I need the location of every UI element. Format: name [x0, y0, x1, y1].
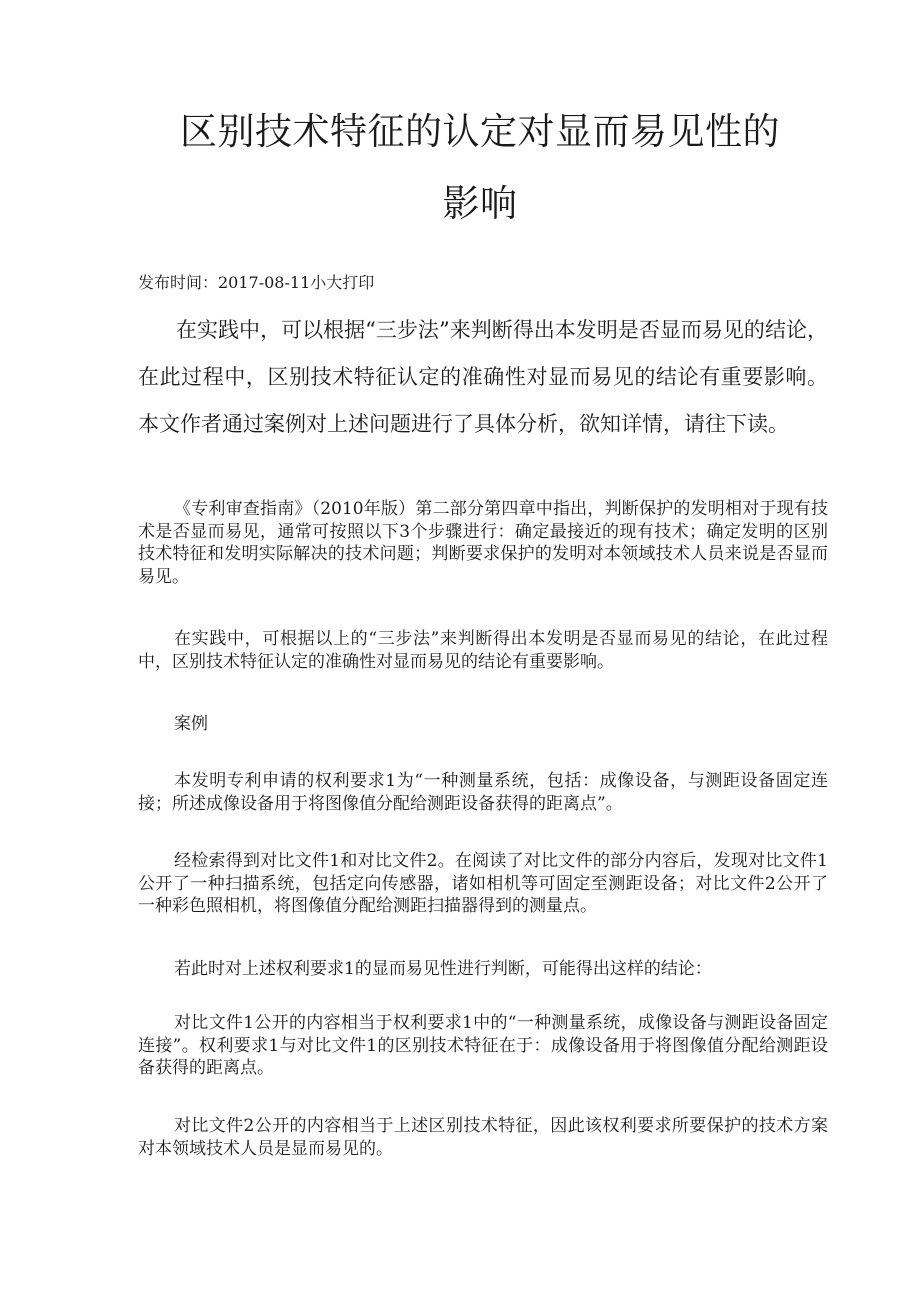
body-paragraph-4: 经检索得到对比文件1和对比文件2。在阅读了对比文件的部分内容后，发现对比文件1公开了一种扫描系统，包括定向传感器，诸如相机等可固定至测距设备；对比文件2公开了一种彩色照相机，将图像值分配给测距扫描器得到的测量点。	[138, 851, 828, 916]
body-paragraph-6: 对比文件1公开的内容相当于权利要求1中的“一种测量系统，成像设备与测距设备固定连接”。权利要求1与对比文件1的区别技术特征在于：成像设备用于将图像值分配给测距设备获得的距离点。	[138, 1013, 828, 1078]
body-paragraph-5: 若此时对上述权利要求1的显而易见性进行判断，可能得出这样的结论：	[174, 959, 712, 979]
body-paragraph-2: 在实践中，可根据以上的“三步法”来判断得出本发明是否显而易见的结论，在此过程中，区别技术特征认定的准确性对显而易见的结论有重要影响。	[138, 629, 828, 672]
page-title-line-2: 影响	[442, 182, 518, 225]
section-heading-case: 案例	[174, 714, 208, 734]
body-paragraph-3: 本发明专利申请的权利要求1为“一种测量系统，包括：成像设备，与测距设备固定连接；所述成像设备用于将图像值分配给测距设备获得的距离点”。	[138, 771, 828, 814]
body-paragraph-1: 《专利审查指南》（2010年版）第二部分第四章中指出，判断保护的发明相对于现有技术是否显而易见，通常可按照以下3个步骤进行：确定最接近的现有技术；确定发明的区别技术特征和发明实际解决的技术问题；判断要求保护的发明对本领域技术人员来说是否显而易见。	[138, 499, 828, 587]
body-paragraph-7: 对比文件2公开的内容相当于上述区别技术特征，因此该权利要求所要保护的技术方案对本领域技术人员是显而易见的。	[138, 1116, 828, 1159]
publish-meta: 发布时间：2017-08-11小大打印	[138, 273, 375, 292]
page-title-line-1: 区别技术特征的认定对显而易见性的	[180, 110, 780, 153]
lead-paragraph: 在实践中，可以根据“三步法”来判断得出本发明是否显而易见的结论，在此过程中，区别技术特征认定的准确性对显而易见的结论有重要影响。本文作者通过案例对上述问题进行了具体分析，欲知详情，请往下读。	[138, 318, 828, 436]
